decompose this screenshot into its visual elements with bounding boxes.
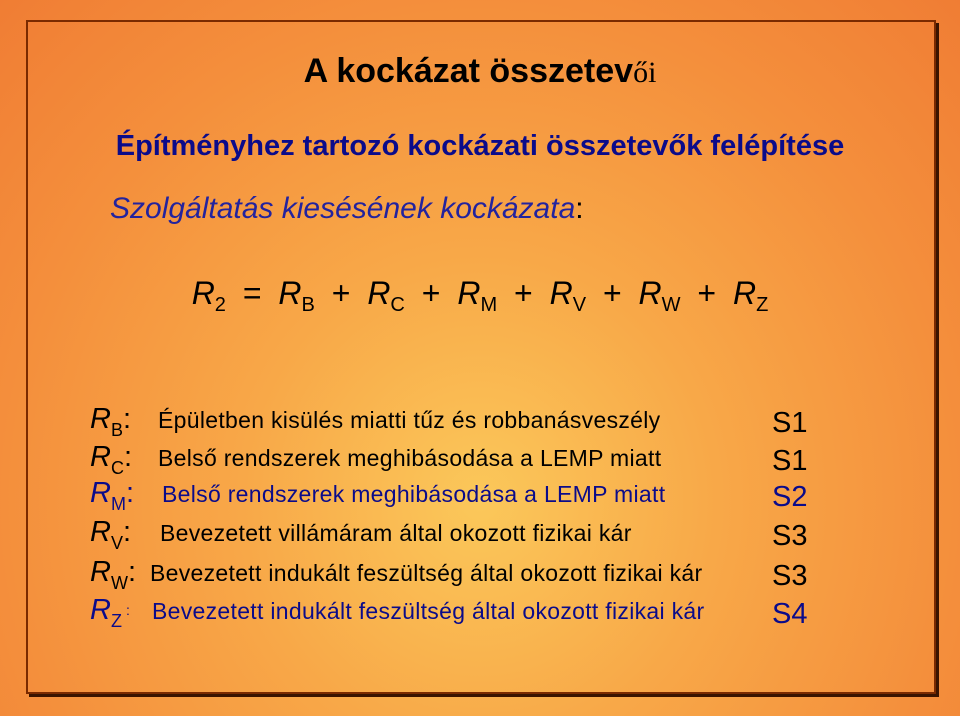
row-description: Belső rendszerek meghibásodása a LEMP miatt — [162, 481, 666, 507]
risk-row-rb — [0, 403, 960, 443]
formula-term: $R_M$ — [457, 275, 498, 316]
section-heading — [110, 192, 584, 226]
formula-plus: + — [602, 275, 622, 311]
risk-row-rv — [0, 516, 960, 556]
formula-equals: = — [242, 275, 262, 311]
row-code: S3 — [772, 560, 808, 592]
formula-plus: + — [697, 275, 717, 311]
row-symbol: $R_B$: — [90, 403, 132, 440]
formula-plus: + — [514, 275, 533, 311]
row-description: Belső rendszerek meghibásodása a LEMP miatt — [158, 445, 662, 471]
row-code: S4 — [772, 598, 808, 630]
row-symbol: $R_V$: — [90, 516, 132, 553]
row-symbol: $R_W$: — [90, 556, 137, 593]
risk-row-rm — [0, 477, 960, 517]
row-code: S1 — [772, 407, 808, 439]
formula-term: $R_C$ — [367, 275, 405, 316]
formula-term: $R_Z$ — [732, 275, 769, 316]
row-symbol: $R_C$: — [90, 441, 133, 478]
formula-lhs: $R_2$ — [191, 275, 226, 316]
formula-term: $R_B$ — [278, 275, 315, 316]
risk-formula — [0, 275, 960, 317]
formula-plus: + — [421, 275, 441, 311]
formula-term: $R_W$ — [638, 275, 681, 316]
row-code: S2 — [772, 481, 808, 513]
row-symbol: $R_Z$: — [90, 594, 130, 631]
row-code: S3 — [772, 520, 808, 552]
title-tail: ői — [633, 56, 657, 89]
row-description: Épületben kisülés miatti tűz és robbanásveszély — [158, 407, 661, 433]
risk-row-rc — [0, 441, 960, 481]
row-description: Bevezetett indukált feszültség által okozott fizikai kár — [150, 560, 703, 586]
formula-term: $R_V$ — [549, 275, 587, 316]
slide-subtitle: Építményhez tartozó kockázati összetevők felépítése — [115, 130, 845, 162]
risk-row-rw — [0, 556, 960, 596]
section-label: Szolgáltatás kiesésének kockázata — [110, 192, 576, 225]
row-description: Bevezetett indukált feszültség által okozott fizikai kár — [152, 598, 705, 624]
risk-row-rz — [0, 594, 960, 634]
row-symbol: $R_M$: — [90, 477, 135, 514]
title-text: A kockázat összetev — [303, 52, 634, 90]
section-colon: : — [575, 192, 584, 225]
row-description: Bevezetett villámáram által okozott fizikai kár — [160, 520, 632, 546]
formula-plus: + — [331, 275, 351, 311]
row-code: S1 — [772, 445, 808, 477]
slide-title — [0, 52, 960, 91]
